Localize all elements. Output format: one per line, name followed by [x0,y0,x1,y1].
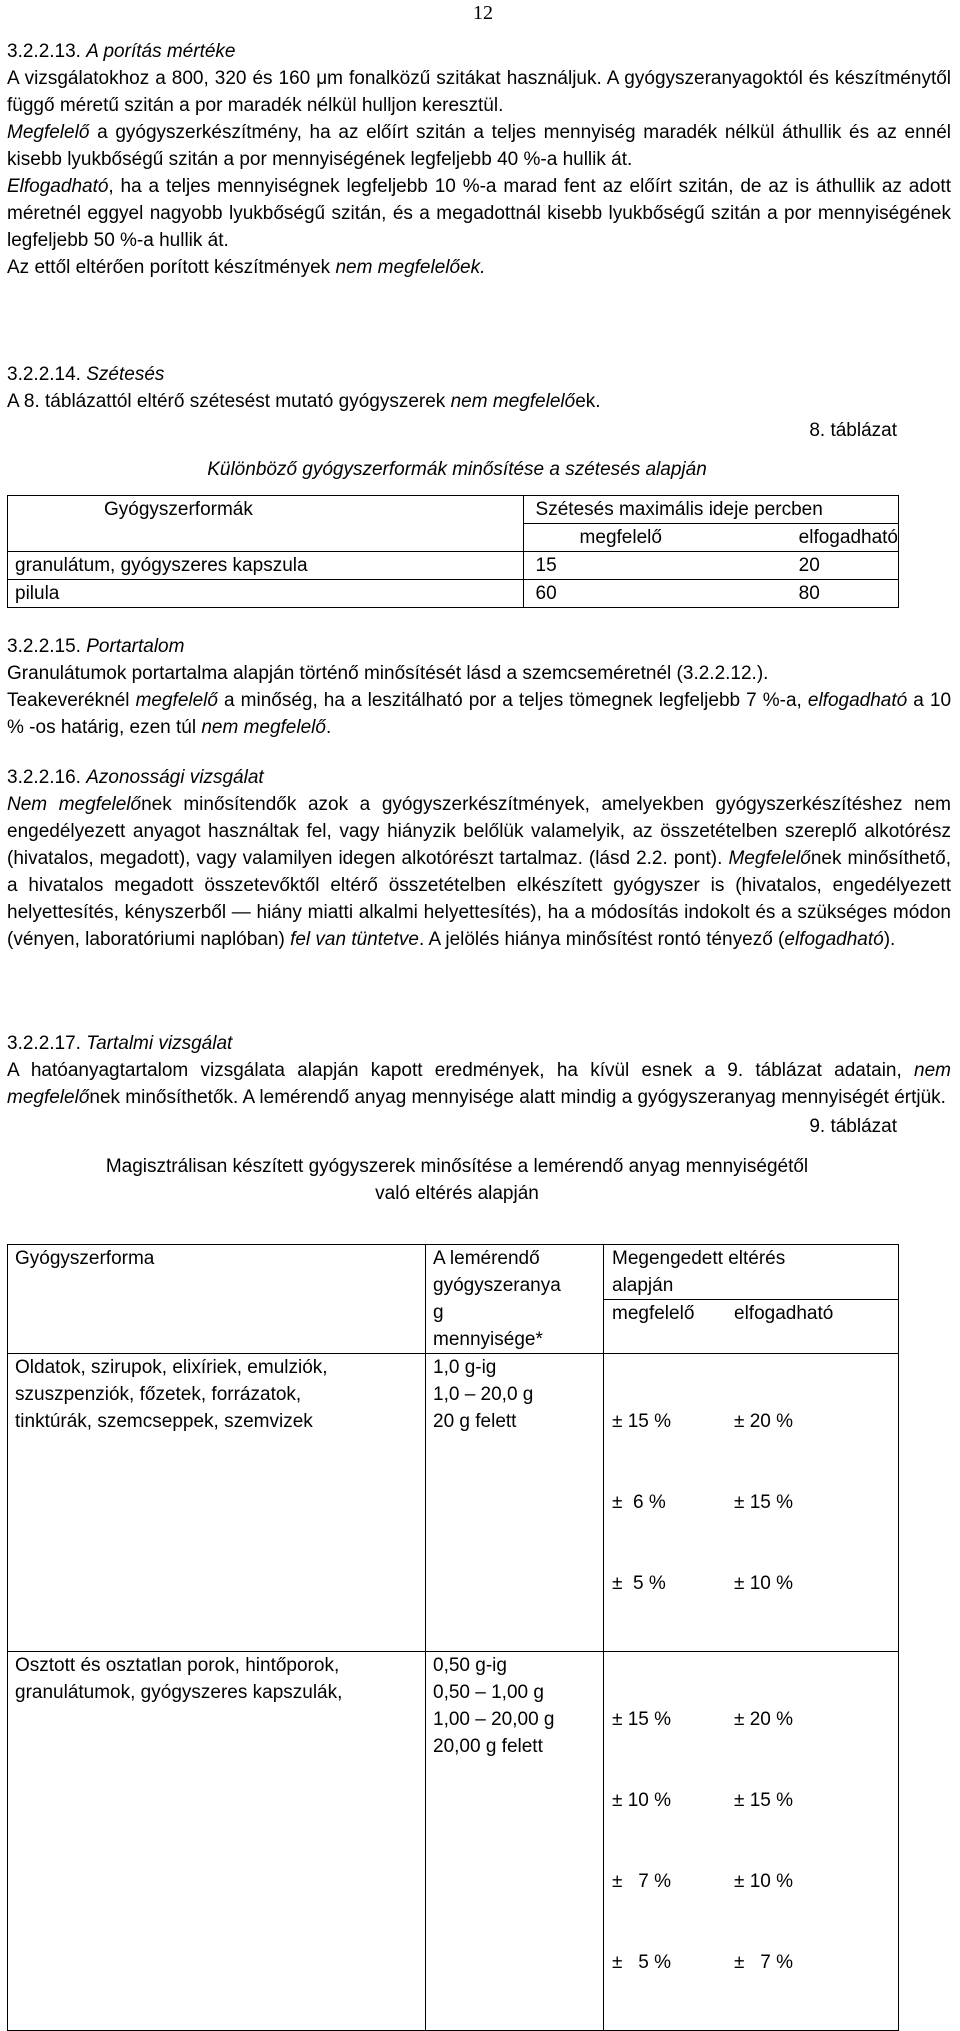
table-header-cell: Megengedett eltérés alapján [604,1245,899,1300]
table-subheader-cell: megfelelő [604,1300,735,1354]
table-header-cell: Szétesés maximális ideje percben [523,496,898,524]
section-heading [7,361,951,388]
table-header-cell: A lemérendő gyógyszeranya g mennyisége* [426,1245,604,1354]
section-title: Azonossági vizsgálat [86,767,264,788]
section-3-2-2-17 [7,1030,951,1207]
table-caption: Különböző gyógyszerformák minősítése a szétesés alapján [207,459,707,480]
paragraph: Nem megfelelőnek minősítendők azok a gyógyszerkészítmények, amelyekben gyógyszerkészítéshez nem engedélyezett anyagot használtak fel, vagy hiányzik belőlük valamelyik, az összetételben szereplő alkotórész (hivatalos, megadott), vagy valamilyen idegen alkotórészt tartalmaz. (lásd 2.2. pont). Megfelelőnek minősíthető, a hivatalos megadott összetevőktől eltérő összetételben elkészített gyógyszer is (hivatalos, engedélyezett helyettesítés, kényszerből — hiány miatti alkalmi helyettesítés), ha a módosítás indokolt és a szükséges módon (vényen, laboratóriumi naplóban) fel van tüntetve. A jelölés hiánya minősítést rontó tényező (elfogadható). [7,794,952,950]
table-row: Osztott és osztatlan porok, hintőporok, granulátumok, gyógyszeres kapszulák, 0,50 g-ig 0,50 – 1,00 g 1,00 – 20,00 g 20,00 g felett ± 15 % ± 10 % ± 7 % ± 5 % ± 20 % ± 15 % ± 10 % ± 7 % [8,1652,899,2031]
section-number: 3.2.2.17. [7,1033,81,1054]
table-row: pilula 60 80 [8,580,899,608]
table-label: 9. táblázat [809,1116,897,1137]
paragraph: A 8. táblázattól eltérő szétesést mutató gyógyszerek nem megfelelőek. [7,391,601,412]
table-label: 8. táblázat [809,420,897,441]
section-title: Portartalom [86,636,185,657]
table-9 [7,1244,899,2031]
section-number: 3.2.2.16. [7,767,81,788]
page-number: 12 [473,2,493,24]
paragraph: Teakeveréknél megfelelő a minőség, ha a leszitálható por a teljes tömegnek legfeljebb 7 %-a, elfogadható a 10 % -os határig, ezen túl nem megfelelő. [7,690,952,738]
section-number: 3.2.2.15. [7,636,81,657]
paragraph: Granulátumok portartalma alapján történő minősítését lásd a szemcseméretnél (3.2.2.12.). [7,663,769,684]
table-caption: Magisztrálisan készített gyógyszerek minősítése a lemérendő anyag mennyiségétől [105,1156,809,1177]
section-number: 3.2.2.13. [7,41,81,62]
section-heading [7,633,951,660]
table-8 [7,495,899,608]
section-heading [7,1030,951,1057]
section-number: 3.2.2.14. [7,364,81,385]
section-heading [7,764,951,791]
section-3-2-2-15 [7,633,951,741]
paragraph: A hatóanyagtartalom vizsgálata alapján kapott eredmények, ha kívül esnek a 9. táblázat adatain, nem megfelelőnek minősíthetők. A lemérendő anyag mennyisége alatt mindig a gyógyszeranyag mennyiségét értjük. [7,1060,951,1108]
table-subheader-cell: elfogadható [734,1300,899,1354]
paragraph: Megfelelő a gyógyszerkészítmény, ha az előírt szitán a teljes mennyiség maradék nélkül áthullik és az ennél kisebb lyukbőségű szitán a por mennyiségének legfeljebb 40 %-a hullik át. [7,122,951,170]
table-caption: való eltérés alapján [375,1183,539,1204]
paragraph: A vizsgálatokhoz a 800, 320 és 160 μm fonalközű szitákat használjuk. A gyógyszeranyagoktól és készítménytől függő méretű szitán a por maradék nélkül hulljon keresztül. [7,68,952,116]
table-row: granulátum, gyógyszeres kapszula 15 20 [8,552,899,580]
table-row: Oldatok, szirupok, elixíriek, emulziók, szuszpenziók, főzetek, forrázatok, tinktúrák, szemcseppek, szemvizek 1,0 g-ig 1,0 – 20,0 g 20 g felett ± 15 % ± 6 % ± 5 % ± 20 % ± 15 % ± 10 % [8,1354,899,1652]
section-heading [7,38,951,65]
table-subheader-cell: megfelelő [523,524,799,552]
paragraph: Az ettől eltérően porított készítmények nem megfelelőek. [7,257,486,278]
table-header-cell: Gyógyszerformák [8,496,524,552]
section-title: Szétesés [86,364,165,385]
paragraph: Elfogadható, ha a teljes mennyiségnek legfeljebb 10 %-a marad fent az előírt szitán, de az is áthullik az adott méretnél eggyel nagyobb lyukbőségű szitán, és a megadottnál kisebb lyukbőségű szitán a por mennyiségének legfeljebb 50 %-a hullik át. [7,176,951,251]
section-3-2-2-16 [7,764,951,953]
mu-symbol: μ [316,68,328,89]
section-3-2-2-14 [7,361,951,483]
table-header-cell: Gyógyszerforma [8,1245,426,1354]
section-3-2-2-13 [7,38,951,281]
section-title: A porítás mértéke [86,41,236,62]
section-title: Tartalmi vizsgálat [86,1033,233,1054]
table-subheader-cell: elfogadható [799,524,899,552]
